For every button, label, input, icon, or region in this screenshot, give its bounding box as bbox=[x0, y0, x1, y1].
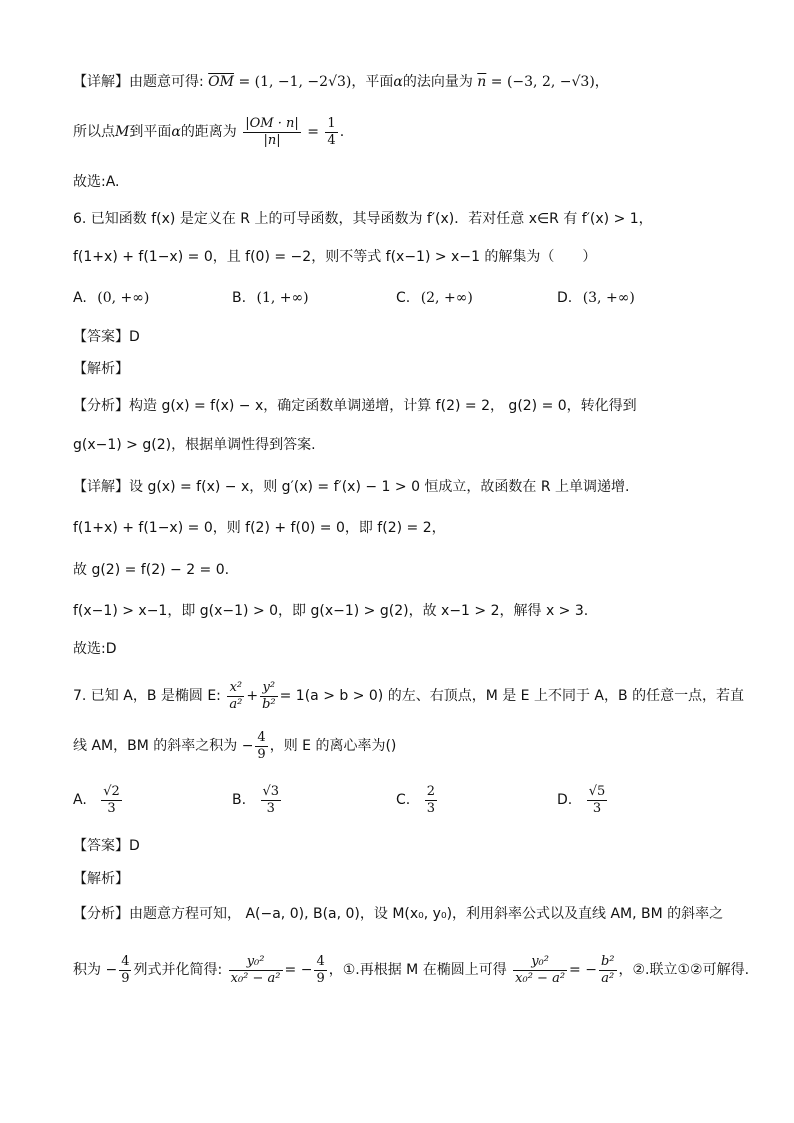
q5-detail-line2 bbox=[73, 114, 744, 150]
product-fraction bbox=[119, 954, 131, 987]
denominator: x₀² − a² bbox=[515, 970, 566, 986]
option-label: B. bbox=[232, 290, 247, 306]
numerator: y² bbox=[260, 680, 278, 697]
q6-option-d bbox=[557, 290, 635, 306]
q6-detail-line3: 故 g(2) = f(2) − 2 = 0. bbox=[73, 562, 230, 578]
denominator: 3 bbox=[107, 800, 116, 816]
option-label: A. bbox=[73, 290, 87, 306]
option-value: (2, +∞) bbox=[420, 290, 473, 306]
equals: = bbox=[307, 124, 319, 140]
numerator: 4 bbox=[121, 953, 130, 969]
text: 列式并化简得: bbox=[133, 962, 223, 978]
q5-answer: 故选:A. bbox=[73, 174, 120, 190]
numerator: 2 bbox=[426, 783, 435, 799]
denominator: x₀² − a² bbox=[230, 970, 281, 986]
denominator: a² bbox=[229, 696, 243, 712]
equation1-rhs bbox=[314, 954, 326, 987]
option-value bbox=[425, 784, 437, 817]
alpha-symbol: α bbox=[393, 74, 403, 90]
q6-option-b bbox=[232, 290, 309, 306]
distance-numerator: |OM · n| bbox=[245, 115, 299, 131]
text: 7. 已知 A，B 是椭圆 E: bbox=[73, 688, 221, 704]
option-label: A. bbox=[73, 792, 87, 808]
q6-stem-line1: 6. 已知函数 f(x) 是定义在 R 上的可导函数，其导函数为 f′(x)．若对任意 x∈R 有 f′(x) > 1， bbox=[73, 211, 653, 227]
option-value bbox=[587, 784, 608, 817]
q7-option-d bbox=[557, 780, 609, 820]
ellipse-x-term bbox=[227, 680, 244, 713]
distance-value bbox=[325, 116, 337, 149]
numerator: y₀² bbox=[229, 954, 283, 971]
q6-detail-line4: f(x−1) > x−1，即 g(x−1) > 0，即 g(x−1) > g(2)，故 x−1 > 2，解得 x > 3. bbox=[73, 603, 589, 619]
slope-fraction bbox=[255, 730, 267, 763]
text: ，则 E 的离心率为() bbox=[269, 738, 397, 754]
vector-n: $\overline{n}$ bbox=[477, 74, 487, 90]
text: ， bbox=[594, 74, 609, 90]
denominator: 3 bbox=[426, 800, 435, 816]
denominator: 3 bbox=[266, 800, 275, 816]
q7-analysis-line1: 【分析】由题意方程可知， A(−a, 0), B(a, 0)，设 M(x₀, y₀)，利用斜率公式以及直线 AM, BM 的斜率之 bbox=[73, 906, 724, 922]
option-label: D. bbox=[557, 290, 573, 306]
option-value bbox=[101, 784, 122, 817]
denominator: 4 bbox=[327, 132, 336, 148]
text: 所以点 bbox=[73, 124, 115, 140]
equation2-rhs bbox=[599, 954, 617, 987]
option-label: D. bbox=[557, 792, 573, 808]
option-label: B. bbox=[232, 792, 247, 808]
numerator: b² bbox=[600, 953, 615, 969]
denominator: a² bbox=[601, 970, 615, 986]
equals: = − bbox=[569, 962, 597, 978]
option-label: C. bbox=[396, 792, 411, 808]
denominator: 3 bbox=[592, 800, 602, 816]
denominator: 9 bbox=[121, 970, 130, 986]
text: . bbox=[339, 124, 345, 140]
text: 到平面 bbox=[129, 124, 172, 140]
q6-stem-line2: f(1+x) + f(1−x) = 0，且 f(0) = −2，则不等式 f(x−1) > x−1 的解集为（ ） bbox=[73, 249, 597, 265]
alpha-symbol: α bbox=[171, 124, 181, 140]
denominator: b² bbox=[262, 696, 276, 712]
vector-om-value: = (1, −1, −2√3) bbox=[238, 74, 352, 90]
numerator: x² bbox=[227, 680, 244, 697]
text: 积为 − bbox=[73, 962, 118, 978]
denominator: 9 bbox=[257, 746, 266, 762]
q6-answer: 【答案】D bbox=[73, 329, 140, 345]
text: = 1(a > b > 0) 的左、右顶点，M 是 E 上不同于 A，B 的任意一点，若直 bbox=[279, 688, 745, 704]
option-value bbox=[261, 784, 282, 817]
q6-option-a bbox=[73, 290, 149, 306]
q6-conclusion: 故选:D bbox=[73, 641, 117, 657]
option-value: (1, +∞) bbox=[256, 290, 309, 306]
q7-stem-line2 bbox=[73, 726, 744, 766]
q6-jiexi: 【解析】 bbox=[73, 361, 129, 377]
denominator: 9 bbox=[316, 970, 325, 986]
numerator: √3 bbox=[262, 783, 280, 799]
equation2-lhs bbox=[513, 954, 567, 987]
numerator: y₀² bbox=[513, 954, 567, 971]
numerator: 4 bbox=[257, 729, 266, 745]
text: ，②.联立①②可解得. bbox=[618, 962, 750, 978]
option-label: C. bbox=[396, 290, 411, 306]
option-value: (3, +∞) bbox=[582, 290, 635, 306]
q7-stem-line1 bbox=[73, 676, 744, 716]
q7-answer: 【答案】D bbox=[73, 838, 140, 854]
q7-option-b bbox=[232, 780, 283, 820]
text: 的距离为 bbox=[180, 124, 237, 140]
q6-detail-line1: 【详解】设 g(x) = f(x) − x，则 g′(x) = f′(x) − 1 > 0 恒成立，故函数在 R 上单调递增. bbox=[73, 479, 630, 495]
text: 线 AM，BM 的斜率之积为 − bbox=[73, 738, 254, 754]
q7-option-c bbox=[396, 780, 439, 820]
q6-option-c bbox=[396, 290, 473, 306]
plus: + bbox=[246, 688, 259, 704]
text: ，平面 bbox=[351, 74, 394, 90]
ellipse-y-term bbox=[260, 680, 278, 713]
detail-label: 【详解】 bbox=[73, 74, 129, 90]
q5-detail-line1 bbox=[73, 72, 744, 92]
q7-jiexi: 【解析】 bbox=[73, 871, 129, 887]
distance-denominator: |n| bbox=[263, 132, 281, 148]
distance-fraction bbox=[243, 116, 301, 149]
detail-text: 由题意可得: bbox=[129, 74, 204, 90]
vector-n-value: = (−3, 2, −√3) bbox=[490, 74, 595, 90]
point-m: M bbox=[115, 124, 130, 140]
numerator: √5 bbox=[588, 783, 606, 799]
numerator: 1 bbox=[327, 115, 336, 131]
vector-om: $\overline{OM}$ bbox=[208, 74, 234, 90]
q7-analysis-line2 bbox=[73, 950, 764, 990]
option-value: (0, +∞) bbox=[97, 290, 150, 306]
numerator: 4 bbox=[316, 953, 325, 969]
text: ，①.再根据 M 在椭圆上可得 bbox=[328, 962, 507, 978]
q7-option-a bbox=[73, 780, 124, 820]
q6-analysis-line1: 【分析】构造 g(x) = f(x) − x，确定函数单调递增，计算 f(2) = 2， g(2) = 0，转化得到 bbox=[73, 398, 637, 414]
q6-analysis-line2: g(x−1) > g(2)，根据单调性得到答案. bbox=[73, 437, 316, 453]
q6-detail-line2: f(1+x) + f(1−x) = 0，则 f(2) + f(0) = 0，即 f(2) = 2， bbox=[73, 520, 446, 536]
equals: = − bbox=[284, 962, 313, 978]
numerator: √2 bbox=[103, 783, 120, 799]
equation1-lhs bbox=[229, 954, 283, 987]
text: 的法向量为 bbox=[402, 74, 473, 90]
